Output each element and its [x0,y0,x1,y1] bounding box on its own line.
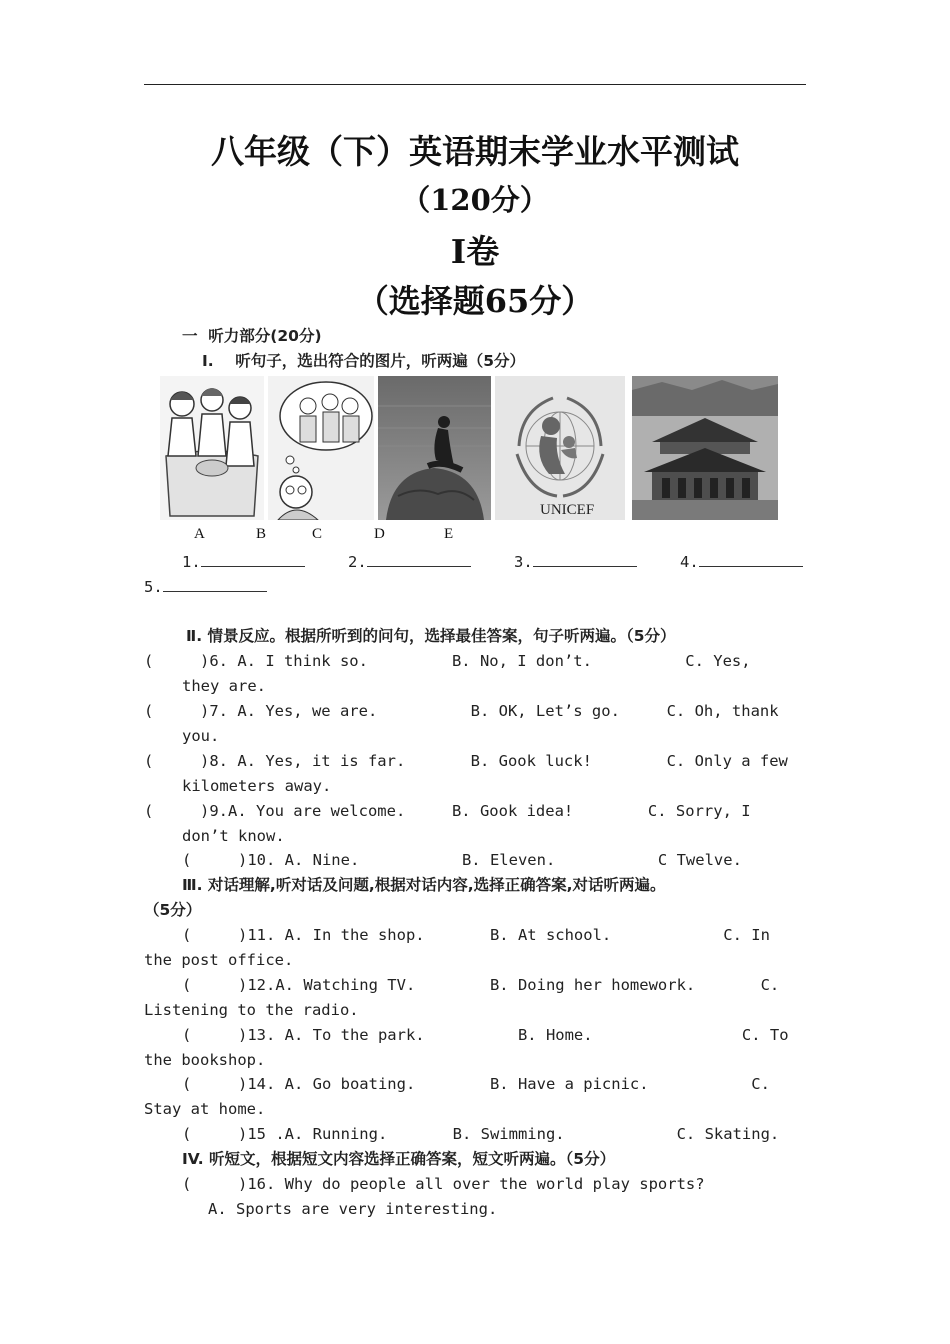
unicef-caption: UNICEF [540,502,595,518]
picture-label-c: C [312,526,323,542]
section-1-heading: I. 听句子，选出符合的图片，听两遍（5分） [202,352,526,370]
picture-label-e: E [444,526,454,542]
top-rule [144,84,806,85]
exam-title: 八年级（下）英语期末学业水平测试 [211,132,739,171]
unicef-logo-icon [495,376,625,520]
picture-label-b: B [256,526,267,542]
kids-group-drawing-icon [160,376,264,520]
question-line: ( )8. A. Yes, it is far. B. Gook luck! C. Only a few [144,752,788,770]
answer-blank-2[interactable]: 2. [348,552,471,572]
picture-label-a: A [194,526,205,542]
section-3-heading-cont: （5分） [144,901,202,919]
forbidden-city-photo-icon [632,376,778,520]
question-line: ( )9.A. You are welcome. B. Gook idea! C. Sorry, I [144,802,751,820]
section-4-heading: IV. 听短文，根据短文内容选择正确答案，短文听两遍。（5分） [182,1150,616,1168]
section-score: （选择题65分） [356,282,594,320]
section-3-heading: Ⅲ. 对话理解,听对话及问题,根据对话内容,选择正确答案,对话听两遍。 [182,876,666,894]
kids-thinking-drawing-icon [268,376,374,520]
question-line: the bookshop. [144,1051,266,1069]
question-line: ( )7. A. Yes, we are. B. OK, Let’s go. C. Oh, thank [144,702,779,720]
total-score: （120分） [401,183,549,217]
question-line: don’t know. [182,827,285,845]
question-line: Stay at home. [144,1100,266,1118]
question-line: ( )16. Why do people all over the world play sports? [182,1175,705,1193]
picture-label-d: D [374,526,385,542]
volume-label: I卷 [450,232,500,271]
answer-blank-4[interactable]: 4. [680,552,803,572]
question-line: kilometers away. [182,777,332,795]
question-line: ( )14. A. Go boating. B. Have a picnic. C. [182,1075,770,1093]
question-line: the post office. [144,951,294,969]
answer-blank-3[interactable]: 3. [514,552,637,572]
question-line: Listening to the radio. [144,1001,359,1019]
question-line: ( )15 .A. Running. B. Swimming. C. Skating. [182,1125,780,1143]
answer-blank-5[interactable]: 5. [144,577,267,597]
question-line: ( )6. A. I think so. B. No, I don’t. C. Yes, [144,652,751,670]
question-line: ( )13. A. To the park. B. Home. C. To [182,1026,789,1044]
answer-blank-1[interactable]: 1. [182,552,305,572]
question-line: you. [182,727,220,745]
question-line: ( )10. A. Nine. B. Eleven. C Twelve. [182,851,742,869]
section-2-heading: Ⅱ. 情景反应。根据所听到的问句，选择最佳答案，句子听两遍。（5分） [186,627,676,645]
question-line: they are. [182,677,266,695]
mermaid-statue-photo-icon [378,376,491,520]
listening-heading: 一 听力部分(20分) [182,327,322,345]
question-line: A. Sports are very interesting. [208,1200,498,1218]
question-line: ( )12.A. Watching TV. B. Doing her homework. C. [182,976,780,994]
question-line: ( )11. A. In the shop. B. At school. C. In [182,926,770,944]
